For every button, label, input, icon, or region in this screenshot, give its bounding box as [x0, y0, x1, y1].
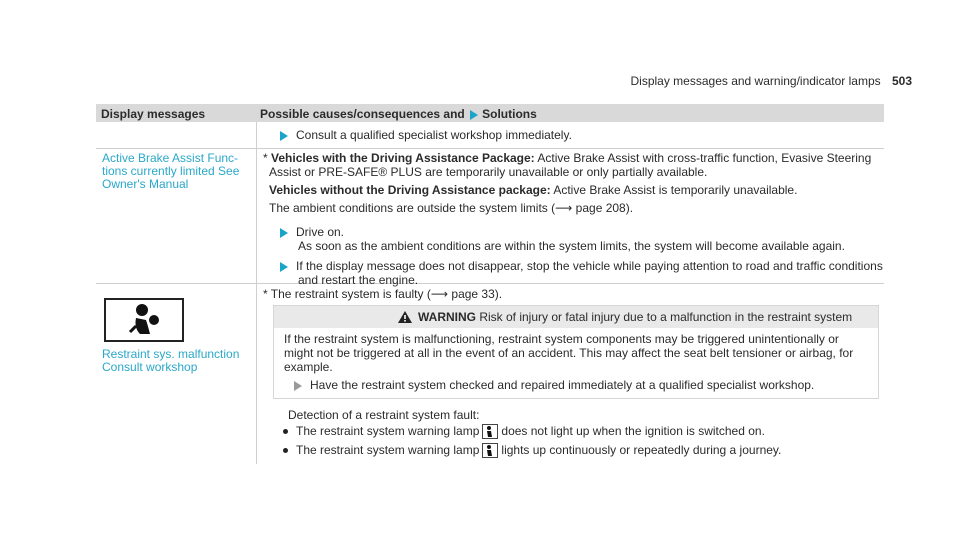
action-arrow-icon [294, 381, 302, 391]
warning-body-line: might not be triggered at all in the event of an accident. This may affect the seat belt tensioner or airbag, for [284, 346, 854, 360]
col-header-causes-label: Possible causes/consequences and [260, 107, 465, 121]
list-item [280, 128, 572, 142]
detection-heading: Detection of a restraint system fault: [288, 408, 480, 422]
page-number: 503 [891, 74, 912, 88]
restraint-warning-lamp-icon [482, 443, 498, 458]
bullet-text: lights up continuously or repeatedly during a journey. [501, 443, 782, 457]
page-header [631, 74, 913, 88]
paragraph-without-package [269, 183, 879, 197]
warning-box [273, 305, 879, 399]
page-ref-arrow-icon: ⟶ [430, 287, 449, 301]
warning-body-line: If the restraint system is malfunctioning, restraint system components may be triggered unintentionally or [284, 332, 839, 346]
airbag-occupant-icon [104, 298, 184, 342]
column-divider [256, 284, 257, 464]
page-ref-link[interactable]: page 33). [451, 287, 503, 301]
paragraph-text: Assist or PRE-SAFE® PLUS are temporarily unavailable or only partially available. [269, 165, 708, 179]
list-item [280, 259, 883, 273]
bullet-dot-icon [283, 448, 288, 453]
warning-title-text: Risk of injury or fatal injury due to a malfunction in the restraint system [476, 310, 853, 324]
warning-body [284, 332, 874, 374]
message-line: Consult workshop [102, 360, 198, 374]
restraint-intro [263, 287, 873, 301]
warning-triangle-icon [398, 311, 412, 326]
warning-title [418, 310, 852, 324]
page-ref-link[interactable]: page 208). [575, 201, 634, 215]
table-row [96, 149, 884, 287]
warning-action [292, 378, 814, 392]
asterisk: * [263, 151, 268, 165]
paragraph-with-package [263, 151, 873, 165]
paragraph-text: Active Brake Assist is temporarily unavailable. [550, 183, 798, 197]
warning-body-line: example. [284, 360, 333, 374]
solution-arrow-icon [470, 110, 478, 120]
action-arrow-icon [280, 228, 288, 238]
bullet-text: If the display message does not disappear, stop the vehicle while paying attention to road and traffic conditions [296, 259, 883, 273]
paragraph-text: The ambient conditions are outside the system limits ( [269, 201, 556, 215]
bullet-text: and restart the engine. [298, 273, 419, 287]
bold-label: Vehicles with the Driving Assistance Package: [271, 151, 535, 165]
section-title: Display messages and warning/indicator lamps [630, 74, 881, 88]
bullet-text: As soon as the ambient conditions are within the system limits, the system will become available again. [298, 239, 845, 253]
message-line: tions currently limited See [102, 164, 240, 178]
bullet-text: Consult a qualified specialist workshop immediately. [296, 128, 572, 142]
action-arrow-icon [280, 262, 288, 272]
warning-action-text: Have the restraint system checked and repaired immediately at a qualified specialist workshop. [310, 378, 815, 392]
message-line: Active Brake Assist Func- [102, 151, 239, 165]
col-header-display-messages: Display messages [101, 107, 206, 121]
list-item [296, 424, 906, 439]
table-row [96, 284, 884, 464]
table-header [96, 104, 884, 122]
paragraph-ambient [269, 201, 879, 215]
column-divider [256, 122, 257, 148]
messages-table [96, 104, 884, 464]
column-divider [256, 149, 257, 283]
bullet-text: Drive on. [296, 225, 345, 239]
paragraph-text: Active Brake Assist with cross-traffic function, Evasive Steering [534, 151, 872, 165]
warning-label: WARNING [418, 310, 476, 324]
action-arrow-icon [280, 131, 288, 141]
restraint-warning-lamp-icon [482, 424, 498, 439]
table-row [96, 122, 884, 149]
display-message-restraint [102, 348, 239, 374]
bullet-text: The restraint system warning lamp [296, 443, 480, 457]
message-line: Owner's Manual [102, 177, 189, 191]
display-message-brake-assist [102, 152, 239, 191]
paragraph-text: The restraint system is faulty ( [270, 287, 431, 301]
col-header-solutions-label: Solutions [482, 107, 537, 121]
list-item [296, 443, 906, 458]
list-item [280, 225, 344, 239]
bold-label: Vehicles without the Driving Assistance package: [269, 183, 551, 197]
bullet-text: The restraint system warning lamp [296, 424, 480, 438]
asterisk: * [263, 287, 268, 301]
message-line: Restraint sys. malfunction [102, 347, 240, 361]
warning-header [274, 306, 878, 328]
bullet-dot-icon [283, 429, 288, 434]
col-header-causes [260, 107, 537, 121]
bullet-text: does not light up when the ignition is switched on. [501, 424, 765, 438]
page-ref-arrow-icon: ⟶ [555, 201, 573, 215]
